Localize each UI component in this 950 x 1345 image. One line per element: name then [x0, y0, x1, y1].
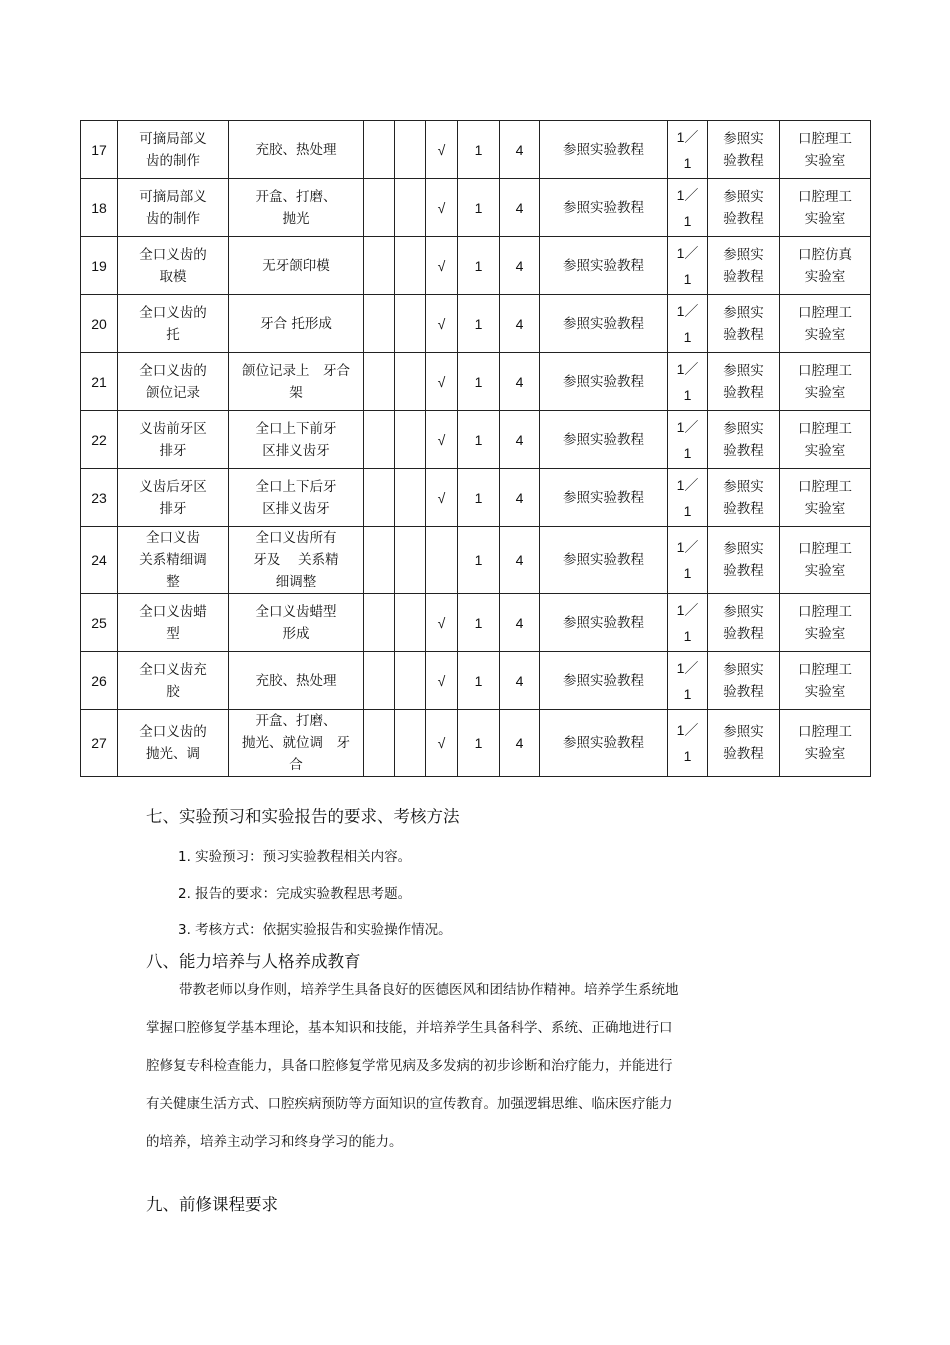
group-size-text: 1 — [474, 489, 483, 506]
hours-text: 4 — [515, 735, 524, 751]
group-size-text: 1 — [474, 672, 483, 689]
row-number-text: 22 — [91, 431, 107, 448]
materials-text: 参照实 验教程 — [723, 304, 764, 343]
experiment-content-text: 颌位记录上 牙合 架 — [242, 362, 350, 401]
lab-room-cell — [780, 710, 871, 777]
row-number-text: 23 — [91, 489, 107, 506]
group-size-cell — [458, 295, 500, 353]
experiment-content-text: 开盒、打磨、 抛光 — [255, 188, 337, 227]
group-size-cell — [458, 527, 500, 594]
hours-text: 4 — [515, 199, 524, 216]
reference-cell — [540, 710, 668, 777]
reference-text: 参照实验教程 — [563, 431, 644, 448]
experiment-content-cell — [229, 710, 364, 777]
experiment-content-cell — [229, 179, 364, 237]
lab-room-cell — [780, 295, 871, 353]
lab-room-cell — [780, 121, 871, 179]
type-cell-2 — [395, 353, 426, 411]
materials-cell — [708, 411, 780, 469]
ratio-cell — [668, 527, 708, 594]
ratio-bottom: 1 — [683, 270, 692, 287]
experiment-content-cell — [229, 295, 364, 353]
check-mark-text: √ — [437, 614, 446, 631]
check-mark-cell — [426, 353, 458, 411]
hours-text: 4 — [515, 141, 524, 158]
ratio-top: 1／ — [676, 244, 699, 261]
experiment-name-text: 全口义齿的 抛光、调 — [139, 724, 207, 762]
materials-text: 参照实 验教程 — [723, 362, 764, 401]
materials-text: 参照实 验教程 — [723, 541, 764, 579]
type-cell-1 — [364, 652, 395, 710]
experiment-content-cell — [229, 594, 364, 652]
lab-room-cell — [780, 179, 871, 237]
reference-text: 参照实验教程 — [563, 141, 644, 158]
reference-cell — [540, 237, 668, 295]
ratio-top: 1／ — [676, 302, 699, 319]
hours-text: 4 — [515, 373, 524, 390]
type-cell-2 — [395, 179, 426, 237]
ratio-cell — [668, 469, 708, 527]
lab-room-cell — [780, 353, 871, 411]
hours-text: 4 — [515, 489, 524, 506]
row-number-cell — [81, 237, 118, 295]
check-mark-cell — [426, 594, 458, 652]
materials-text: 参照实 验教程 — [723, 130, 764, 169]
row-number-text: 18 — [91, 199, 107, 216]
row-number-cell — [81, 295, 118, 353]
ratio-bottom: 1 — [683, 444, 692, 461]
materials-text: 参照实 验教程 — [723, 246, 764, 285]
experiment-content-text: 全口上下后牙 区排义齿牙 — [255, 478, 337, 517]
row-number-text: 24 — [91, 552, 107, 568]
type-cell-1 — [364, 179, 395, 237]
row-number-cell — [81, 594, 118, 652]
row-number-text: 25 — [91, 614, 107, 631]
row-number-cell — [81, 710, 118, 777]
type-cell-2 — [395, 527, 426, 594]
reference-cell — [540, 179, 668, 237]
ratio-bottom: 1 — [683, 627, 692, 644]
type-cell-1 — [364, 237, 395, 295]
ratio-bottom: 1 — [683, 386, 692, 403]
check-mark-cell — [426, 652, 458, 710]
group-size-text: 1 — [474, 199, 483, 216]
ratio-top: 1／ — [676, 659, 699, 676]
group-size-text: 1 — [474, 373, 483, 390]
hours-text: 4 — [515, 552, 524, 568]
experiment-name-cell — [118, 179, 229, 237]
experiment-name-text: 可摘局部义 齿的制作 — [139, 130, 207, 169]
ratio-bottom: 1 — [683, 212, 692, 229]
lab-room-cell — [780, 469, 871, 527]
experiment-content-text: 牙合 托形成 — [260, 315, 332, 332]
table-row — [81, 179, 871, 237]
hours-text: 4 — [515, 257, 524, 274]
group-size-text: 1 — [474, 431, 483, 448]
table-row — [81, 710, 871, 777]
lab-room-cell — [780, 594, 871, 652]
experiment-name-cell — [118, 121, 229, 179]
reference-text: 参照实验教程 — [563, 257, 644, 274]
lab-room-text: 口腔理工 实验室 — [798, 420, 852, 459]
group-size-text: 1 — [474, 315, 483, 332]
experiment-name-text: 可摘局部义 齿的制作 — [139, 188, 207, 227]
experiment-content-text: 全口上下前牙 区排义齿牙 — [255, 420, 337, 459]
materials-cell — [708, 469, 780, 527]
ratio-top: 1／ — [676, 360, 699, 377]
reference-cell — [540, 295, 668, 353]
paragraph-line: 腔修复专科检查能力，具备口腔修复学常见病及多发病的初步诊断和治疗能力，并能进行 — [146, 1058, 673, 1074]
ratio-bottom: 1 — [683, 685, 692, 702]
lab-room-cell — [780, 652, 871, 710]
ratio-bottom: 1 — [683, 565, 692, 581]
lab-room-text: 口腔理工 实验室 — [798, 603, 852, 642]
row-number-text: 27 — [91, 735, 107, 751]
row-number-text: 20 — [91, 315, 107, 332]
reference-cell — [540, 469, 668, 527]
ratio-bottom: 1 — [683, 502, 692, 519]
check-mark-text: √ — [437, 257, 446, 274]
section8-paragraph — [146, 971, 736, 1161]
check-mark-text: √ — [437, 489, 446, 506]
experiment-name-text: 全口义齿 关系精细调 整 — [139, 530, 207, 590]
reference-text: 参照实验教程 — [563, 315, 644, 332]
experiment-name-text: 全口义齿的 颌位记录 — [139, 362, 207, 401]
materials-text: 参照实 验教程 — [723, 724, 764, 762]
check-mark-text: √ — [437, 141, 446, 158]
materials-cell — [708, 121, 780, 179]
check-mark-cell — [426, 411, 458, 469]
group-size-cell — [458, 179, 500, 237]
reference-text: 参照实验教程 — [563, 373, 644, 390]
check-mark-cell — [426, 121, 458, 179]
table-row — [81, 121, 871, 179]
type-cell-1 — [364, 710, 395, 777]
hours-cell — [500, 652, 540, 710]
group-size-cell — [458, 121, 500, 179]
lab-room-text: 口腔理工 实验室 — [798, 661, 852, 700]
experiment-name-cell — [118, 594, 229, 652]
group-size-cell — [458, 469, 500, 527]
materials-cell — [708, 594, 780, 652]
group-size-text: 1 — [474, 552, 483, 568]
experiment-name-cell — [118, 652, 229, 710]
experiment-name-cell — [118, 295, 229, 353]
experiment-content-text: 充胶、热处理 — [255, 672, 337, 689]
group-size-cell — [458, 594, 500, 652]
paragraph-line: 带教老师以身作则，培养学生具备良好的医德医风和团结协作精神。培养学生系统地 — [179, 982, 679, 998]
ratio-cell — [668, 594, 708, 652]
materials-text: 参照实 验教程 — [723, 661, 764, 700]
type-cell-2 — [395, 469, 426, 527]
reference-cell — [540, 594, 668, 652]
lab-room-cell — [780, 527, 871, 594]
hours-cell — [500, 594, 540, 652]
ratio-top: 1／ — [676, 186, 699, 203]
check-mark-cell — [426, 527, 458, 594]
group-size-cell — [458, 710, 500, 777]
paragraph-line: 有关健康生活方式、口腔疾病预防等方面知识的宣传教育。加强逻辑思维、临床医疗能力 — [146, 1096, 673, 1112]
reference-cell — [540, 411, 668, 469]
ratio-top: 1／ — [676, 722, 699, 738]
reference-cell — [540, 121, 668, 179]
reference-text: 参照实验教程 — [563, 672, 644, 689]
experiment-content-cell — [229, 121, 364, 179]
row-number-text: 21 — [91, 373, 107, 390]
row-number-text: 17 — [91, 141, 107, 158]
group-size-text: 1 — [474, 257, 483, 274]
type-cell-2 — [395, 411, 426, 469]
hours-text: 4 — [515, 672, 524, 689]
ratio-cell — [668, 353, 708, 411]
lab-room-text: 口腔理工 实验室 — [798, 724, 852, 762]
paragraph-line: 的培养，培养主动学习和终身学习的能力。 — [146, 1134, 403, 1150]
row-number-cell — [81, 121, 118, 179]
table-row — [81, 295, 871, 353]
ratio-bottom: 1 — [683, 154, 692, 171]
group-size-cell — [458, 652, 500, 710]
reference-cell — [540, 353, 668, 411]
table-row — [81, 527, 871, 594]
experiment-content-text: 全口义齿蜡型 形成 — [255, 603, 337, 642]
type-cell-2 — [395, 295, 426, 353]
check-mark-text: √ — [437, 199, 446, 216]
reference-text: 参照实验教程 — [563, 199, 644, 216]
hours-cell — [500, 121, 540, 179]
ratio-top: 1／ — [676, 601, 699, 618]
experiment-content-text: 充胶、热处理 — [255, 141, 337, 158]
check-mark-text: √ — [437, 431, 446, 448]
lab-room-text: 口腔仿真 实验室 — [798, 246, 852, 285]
row-number-cell — [81, 469, 118, 527]
experiment-content-cell — [229, 469, 364, 527]
group-size-text: 1 — [474, 141, 483, 158]
experiment-content-cell — [229, 527, 364, 594]
section7-heading: 七、实验预习和实验报告的要求、考核方法 — [146, 807, 460, 826]
experiment-name-text: 全口义齿的 托 — [139, 304, 207, 343]
table-row — [81, 411, 871, 469]
experiment-name-text: 全口义齿的 取模 — [139, 246, 207, 285]
table-row — [81, 237, 871, 295]
table-row — [81, 353, 871, 411]
ratio-cell — [668, 710, 708, 777]
section9-heading: 九、前修课程要求 — [146, 1195, 278, 1214]
hours-cell — [500, 353, 540, 411]
lab-room-text: 口腔理工 实验室 — [798, 478, 852, 517]
ratio-cell — [668, 237, 708, 295]
type-cell-1 — [364, 527, 395, 594]
experiment-name-text: 全口义齿蜡 型 — [139, 603, 207, 642]
reference-cell — [540, 652, 668, 710]
hours-cell — [500, 411, 540, 469]
experiment-name-cell — [118, 527, 229, 594]
type-cell-1 — [364, 353, 395, 411]
lab-room-text: 口腔理工 实验室 — [798, 541, 852, 579]
experiment-name-text: 义齿前牙区 排牙 — [139, 420, 207, 459]
group-size-cell — [458, 353, 500, 411]
lab-room-text: 口腔理工 实验室 — [798, 188, 852, 227]
ratio-cell — [668, 411, 708, 469]
materials-text: 参照实 验教程 — [723, 188, 764, 227]
materials-text: 参照实 验教程 — [723, 603, 764, 642]
ratio-cell — [668, 295, 708, 353]
type-cell-1 — [364, 295, 395, 353]
type-cell-2 — [395, 652, 426, 710]
hours-cell — [500, 710, 540, 777]
ratio-bottom: 1 — [683, 748, 692, 764]
ratio-cell — [668, 179, 708, 237]
experiment-content-text: 全口义齿所有 牙及 关系精 细调整 — [253, 530, 339, 590]
type-cell-2 — [395, 594, 426, 652]
type-cell-2 — [395, 710, 426, 777]
type-cell-1 — [364, 594, 395, 652]
materials-cell — [708, 353, 780, 411]
hours-text: 4 — [515, 315, 524, 332]
row-number-text: 19 — [91, 257, 107, 274]
experiment-content-text: 开盒、打磨、 抛光、就位调 牙 合 — [242, 713, 350, 773]
hours-cell — [500, 295, 540, 353]
materials-cell — [708, 652, 780, 710]
lab-room-cell — [780, 237, 871, 295]
experiment-content-cell — [229, 411, 364, 469]
ratio-cell — [668, 121, 708, 179]
check-mark-text: √ — [437, 373, 446, 390]
check-mark-cell — [426, 237, 458, 295]
reference-text: 参照实验教程 — [563, 552, 644, 568]
lab-room-cell — [780, 411, 871, 469]
check-mark-text: √ — [437, 735, 446, 751]
experiment-name-cell — [118, 237, 229, 295]
experiment-schedule-table — [80, 120, 871, 777]
materials-cell — [708, 527, 780, 594]
check-mark-cell — [426, 710, 458, 777]
hours-cell — [500, 237, 540, 295]
type-cell-1 — [364, 121, 395, 179]
row-number-cell — [81, 527, 118, 594]
experiment-content-cell — [229, 652, 364, 710]
check-mark-cell — [426, 295, 458, 353]
check-mark-cell — [426, 179, 458, 237]
lab-room-text: 口腔理工 实验室 — [798, 130, 852, 169]
reference-cell — [540, 527, 668, 594]
hours-cell — [500, 179, 540, 237]
experiment-name-cell — [118, 353, 229, 411]
ratio-top: 1／ — [676, 476, 699, 493]
materials-text: 参照实 验教程 — [723, 478, 764, 517]
reference-text: 参照实验教程 — [563, 489, 644, 506]
type-cell-1 — [364, 469, 395, 527]
check-mark-cell — [426, 469, 458, 527]
hours-text: 4 — [515, 614, 524, 631]
experiment-name-cell — [118, 411, 229, 469]
section7-item-1: 1. 实验预习：预习实验教程相关内容。 — [178, 849, 412, 865]
materials-cell — [708, 710, 780, 777]
type-cell-1 — [364, 411, 395, 469]
ratio-bottom: 1 — [683, 328, 692, 345]
group-size-text: 1 — [474, 735, 483, 751]
experiment-name-cell — [118, 710, 229, 777]
row-number-cell — [81, 411, 118, 469]
experiment-content-text: 无牙颌印模 — [262, 257, 330, 274]
materials-cell — [708, 295, 780, 353]
hours-text: 4 — [515, 431, 524, 448]
experiment-content-cell — [229, 237, 364, 295]
materials-cell — [708, 237, 780, 295]
type-cell-2 — [395, 237, 426, 295]
ratio-top: 1／ — [676, 539, 699, 555]
section7-item-2: 2. 报告的要求：完成实验教程思考题。 — [178, 886, 412, 902]
reference-text: 参照实验教程 — [563, 614, 644, 631]
ratio-top: 1／ — [676, 128, 699, 145]
table-row — [81, 469, 871, 527]
group-size-cell — [458, 411, 500, 469]
materials-text: 参照实 验教程 — [723, 420, 764, 459]
table-row — [81, 594, 871, 652]
materials-cell — [708, 179, 780, 237]
experiment-content-cell — [229, 353, 364, 411]
reference-text: 参照实验教程 — [563, 735, 644, 751]
section8-heading: 八、能力培养与人格养成教育 — [146, 952, 361, 971]
paragraph-line: 掌握口腔修复学基本理论，基本知识和技能，并培养学生具备科学、系统、正确地进行口 — [146, 1020, 673, 1036]
row-number-cell — [81, 652, 118, 710]
group-size-cell — [458, 237, 500, 295]
ratio-top: 1／ — [676, 418, 699, 435]
hours-cell — [500, 469, 540, 527]
lab-room-text: 口腔理工 实验室 — [798, 304, 852, 343]
experiment-name-text: 全口义齿充 胶 — [139, 661, 207, 700]
hours-cell — [500, 527, 540, 594]
table-body — [81, 121, 871, 777]
row-number-text: 26 — [91, 672, 107, 689]
check-mark-text: √ — [437, 315, 446, 332]
lab-room-text: 口腔理工 实验室 — [798, 362, 852, 401]
experiment-name-text: 义齿后牙区 排牙 — [139, 478, 207, 517]
check-mark-text: √ — [437, 672, 446, 689]
row-number-cell — [81, 179, 118, 237]
ratio-cell — [668, 652, 708, 710]
section7-item-3: 3. 考核方式：依据实验报告和实验操作情况。 — [178, 922, 452, 938]
group-size-text: 1 — [474, 614, 483, 631]
experiment-name-cell — [118, 469, 229, 527]
table-row — [81, 652, 871, 710]
row-number-cell — [81, 353, 118, 411]
type-cell-2 — [395, 121, 426, 179]
